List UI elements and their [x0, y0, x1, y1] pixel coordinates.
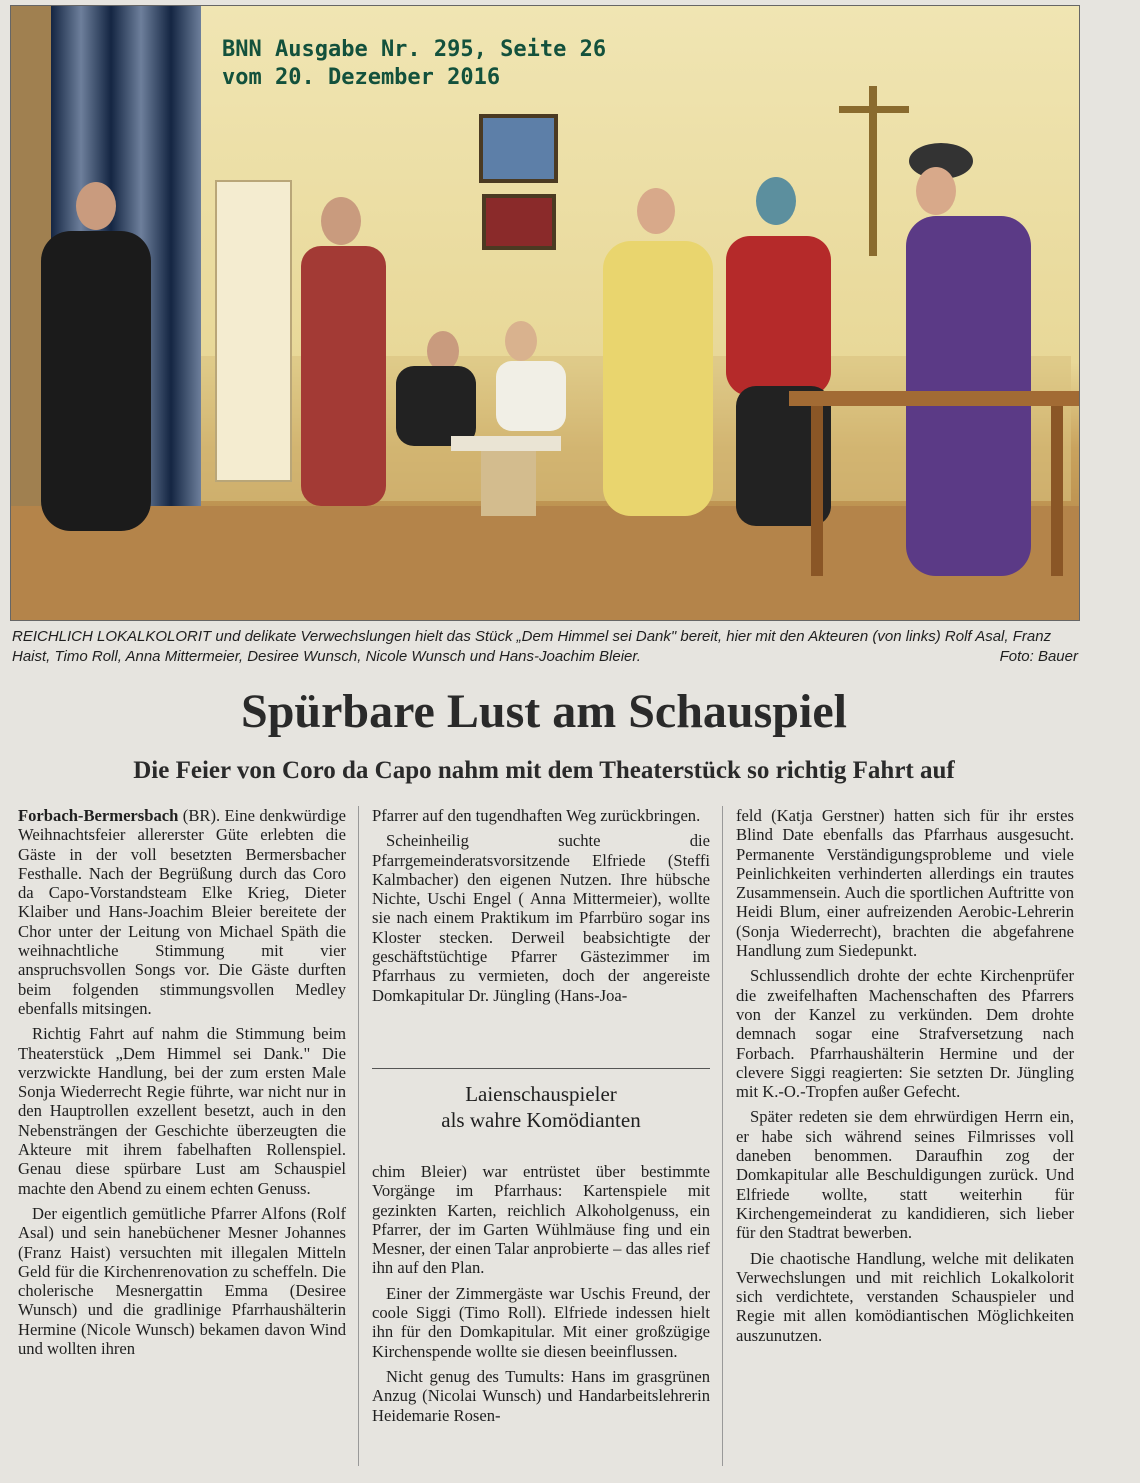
column-divider — [358, 806, 359, 1466]
headline: Spürbare Lust am Schauspiel — [241, 685, 847, 738]
door — [216, 181, 291, 481]
caption-text: REICHLICH LOKALKOLORIT und delikate Verwechslungen hielt das Stück „Dem Himmel sei Dank" bereit, hier mit den Akteuren (von links) Rolf Asal, Franz Haist, Timo Roll, Anna Mittermeier, Desiree Wunsch, Nicole Wunsch und Hans-Joachim Bleier. — [12, 628, 1052, 665]
article-column-2-bottom — [372, 1162, 710, 1431]
paragraph: Richtig Fahrt auf nahm die Stimmung beim Theaterstück „Dem Himmel sei Dank." Die verzwickte Handlung, bei der zum ersten Male Sonja Wiederrecht Regie führte, war nicht nur in den Hauptrollen exzellent besetzt, auch in den Nebensträngen der Geschichte überzeugten die Akteure mit ihrem fabelhaften Rollenspiel. Genau diese spürbare Lust am Schauspiel machte den Abend zu einem echten Genuss. — [18, 1024, 346, 1198]
paragraph: Später redeten sie dem ehrwürdigen Herrn ein, er habe sich während seines Filmrisses voll daneben benommen. Daraufhin zog der Domkapitular alle Beschuldigungen zurück. Und Elfriede wollte, statt weiterhin für Kirchengemeinderat zu kandidieren, sich lieber für den Stadtrat bewerben. — [736, 1107, 1074, 1243]
paragraph: Die chaotische Handlung, welche mit delikaten Verwechslungen und mit reichlich Lokalkolorit sich verdichtete, verstanden Schauspieler und Regie mit allen komödiantischen Möglichkeiten auszunutzen. — [736, 1248, 1074, 1345]
intertitle-line-2: als wahre Komödianten — [441, 1108, 641, 1132]
table — [789, 391, 1079, 406]
stage-scene — [11, 6, 1079, 620]
intertitle — [372, 1068, 710, 1133]
paragraph: Schlussendlich drohte der echte Kirchenprüfer die zweifelhaften Machenschaften des Pfarrers von der Kanzel zu verkünden. Dem drohte demnach sogar eine Strafversetzung nach Forbach. Pfarrhaushälterin Hermine und der clevere Siggi reagierten: Sie setzten Dr. Jüngling mit K.-O.-Tropfen außer Gefecht. — [736, 966, 1074, 1102]
paragraph: Der eigentlich gemütliche Pfarrer Alfons (Rolf Asal) und sein hanebüchener Mesner Johannes (Franz Haist) versuchten mit illegalen Mitteln Geld für die Kirchenrenovation zu scheffeln. Die cholerische Mesnergattin Emma (Desiree Wunsch) und die gradlinige Pfarrhaushälterin Hermine (Nicole Wunsch) bekamen davon Wind und wollten ihren — [18, 1203, 346, 1359]
stamp-line-1: BNN Ausgabe Nr. 295, Seite 26 — [222, 37, 607, 62]
paragraph: Scheinheilig suchte die Pfarrgemeinderatsvorsitzende Elfriede (Steffi Kalmbacher) den eigenen Nutzen. Ihre hübsche Nichte, Uschi Engel ( Anna Mittermeier), wollte sie nach einem Praktikum im Pfarrbüro sogar ins Kloster stecken. Derweil beabsichtigte der geschäftstüchtige Pfarrer Gästezimmer im Pfarrhaus zu vermieten, doch der angereiste Domkapitular Dr. Jüngling (Hans-Joa- — [372, 831, 710, 1005]
stamp-line-2: vom 20. Dezember 2016 — [222, 65, 501, 90]
column-divider — [722, 806, 723, 1466]
article-column-3 — [736, 806, 1074, 1351]
stage-photo — [10, 5, 1080, 621]
coffee-table — [451, 436, 561, 451]
dateline: Forbach-Bermersbach — [18, 806, 179, 825]
edition-stamp — [222, 36, 606, 92]
picture-frame-cardinals — [484, 196, 554, 248]
paragraph: feld (Katja Gerstner) hatten sich für ihr erstes Blind Date ebenfalls das Pfarrhaus ausgesucht. Permanente Verständigungsprobleme und viele Peinlichkeiten verhinderten allerdings ein trautes Zusammensein. Auch die sportlichen Auftritte von Heidi Blum, einer aufreizenden Aerobic-Lehrerin (Sonja Wiederrecht), brachten die abgefahrene Handlung zum Siedepunkt. — [736, 806, 1074, 961]
paragraph — [18, 806, 346, 1018]
paragraph: chim Bleier) war entrüstet über bestimmte Vorgänge im Pfarrhaus: Kartenspiele mit gezinkten Karten, reichlich Alkoholgenuss, ein Pfarrer, der im Garten Wühlmäuse fing und ein Mesner, der einen Talar anprobierte – das alles rief ihn auf den Plan. — [372, 1162, 710, 1278]
article-column-2-top — [372, 806, 710, 1011]
intertitle-line-1: Laienschauspieler — [465, 1082, 617, 1106]
photo-credit: Foto: Bauer — [999, 648, 1078, 665]
article-column-1 — [18, 806, 346, 1364]
picture-frame-pope — [481, 116, 556, 181]
subheadline: Die Feier von Coro da Capo nahm mit dem Theaterstück so richtig Fahrt auf — [133, 757, 955, 784]
paragraph-text: (BR). Eine denkwürdige Weihnachtsfeier allererster Güte erlebten die Gäste in der voll besetzten Bermersbacher Festhalle. Nach der Begrüßung durch das Coro da Capo-Vorstandsteam Elke Krieg, Dieter Klaiber und Hans-Joachim Bleier bereitete der Chor unter der Leitung von Michael Späth die weihnachtliche Stimmung mit vier anspruchsvollen Songs vor. Die Gäste durften beim folgenden stimmungsvollen Medley ebenfalls mitsingen. — [18, 806, 346, 1018]
paragraph: Nicht genug des Tumults: Hans im grasgrünen Anzug (Nicolai Wunsch) und Handarbeitslehrerin Heidemarie Rosen- — [372, 1366, 710, 1425]
paragraph: Einer der Zimmergäste war Uschis Freund, der coole Siggi (Timo Roll). Elfriede indessen hielt ihn für den Domkapitular. Mit einer großzügige Kirchenspende wollte sie diesen beeinflussen. — [372, 1283, 710, 1361]
photo-caption — [12, 627, 1078, 667]
paragraph: Pfarrer auf den tugendhaften Weg zurückbringen. — [372, 806, 701, 825]
